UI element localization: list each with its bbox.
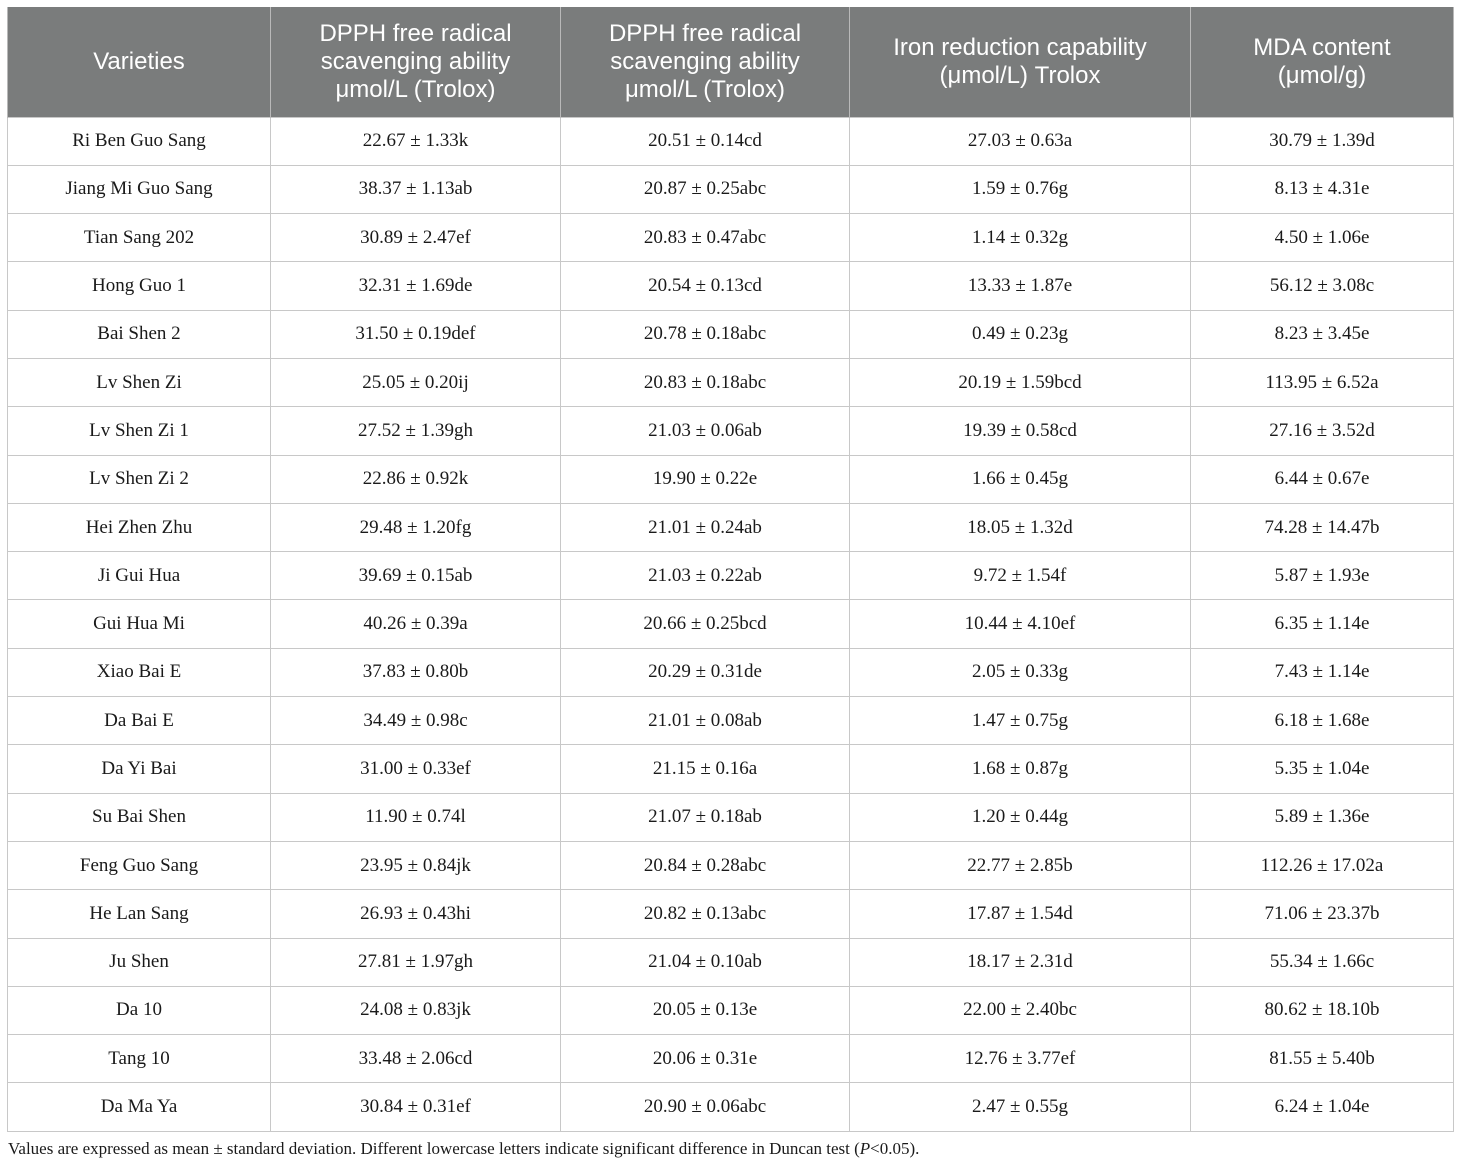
column-header-line: DPPH free radical (319, 19, 512, 47)
value-cell: 20.29 ± 0.31de (561, 648, 850, 696)
value-cell: 30.84 ± 0.31ef (271, 1083, 561, 1131)
value-cell: 11.90 ± 0.74l (271, 793, 561, 841)
value-cell: 27.16 ± 3.52d (1191, 407, 1454, 455)
table-row (8, 552, 1454, 600)
value-cell: 20.05 ± 0.13e (561, 986, 850, 1034)
variety-name-cell: Da Yi Bai (8, 745, 271, 793)
table-row (8, 503, 1454, 551)
value-cell: 8.23 ± 3.45e (1191, 310, 1454, 358)
value-cell: 55.34 ± 1.66c (1191, 938, 1454, 986)
value-cell: 27.52 ± 1.39gh (271, 407, 561, 455)
value-cell: 20.19 ± 1.59bcd (850, 358, 1191, 406)
value-cell: 23.95 ± 0.84jk (271, 841, 561, 889)
footnote-p-symbol: P (859, 1139, 871, 1158)
value-cell: 7.43 ± 1.14e (1191, 648, 1454, 696)
value-cell: 21.15 ± 0.16a (561, 745, 850, 793)
column-header-line: DPPH free radical (608, 19, 802, 47)
table-footnote (8, 1139, 919, 1159)
value-cell: 20.51 ± 0.14cd (561, 117, 850, 165)
table-row (8, 214, 1454, 262)
value-cell: 34.49 ± 0.98c (271, 697, 561, 745)
value-cell: 21.01 ± 0.08ab (561, 697, 850, 745)
value-cell: 24.08 ± 0.83jk (271, 986, 561, 1034)
column-header-line: MDA content (1253, 33, 1391, 61)
column-header-line: scavenging ability (610, 47, 800, 75)
value-cell: 2.47 ± 0.55g (850, 1083, 1191, 1131)
variety-name-cell: Ju Shen (8, 938, 271, 986)
variety-name-cell: Tian Sang 202 (8, 214, 271, 262)
value-cell: 8.13 ± 4.31e (1191, 165, 1454, 213)
table-row (8, 1083, 1454, 1131)
footnote-text: Values are expressed as mean ± standard deviation. Different lowercase letters indicate significant difference in Duncan test ( (8, 1139, 860, 1158)
value-cell: 2.05 ± 0.33g (850, 648, 1191, 696)
variety-name-cell: Jiang Mi Guo Sang (8, 165, 271, 213)
column-header (271, 7, 561, 117)
value-cell: 29.48 ± 1.20fg (271, 503, 561, 551)
value-cell: 1.47 ± 0.75g (850, 697, 1191, 745)
value-cell: 0.49 ± 0.23g (850, 310, 1191, 358)
value-cell: 12.76 ± 3.77ef (850, 1035, 1191, 1083)
table-row (8, 745, 1454, 793)
column-header (8, 7, 271, 117)
variety-name-cell: He Lan Sang (8, 890, 271, 938)
value-cell: 6.24 ± 1.04e (1191, 1083, 1454, 1131)
table-row (8, 310, 1454, 358)
table-row (8, 407, 1454, 455)
table-row (8, 648, 1454, 696)
value-cell: 5.89 ± 1.36e (1191, 793, 1454, 841)
column-header-line: Varieties (93, 47, 185, 75)
header-row (8, 7, 1454, 117)
value-cell: 18.05 ± 1.32d (850, 503, 1191, 551)
table-row (8, 841, 1454, 889)
table-row (8, 793, 1454, 841)
value-cell: 17.87 ± 1.54d (850, 890, 1191, 938)
value-cell: 20.06 ± 0.31e (561, 1035, 850, 1083)
value-cell: 20.83 ± 0.47abc (561, 214, 850, 262)
value-cell: 10.44 ± 4.10ef (850, 600, 1191, 648)
value-cell: 40.26 ± 0.39a (271, 600, 561, 648)
value-cell: 1.14 ± 0.32g (850, 214, 1191, 262)
data-table-container (7, 7, 1453, 1132)
value-cell: 38.37 ± 1.13ab (271, 165, 561, 213)
value-cell: 20.78 ± 0.18abc (561, 310, 850, 358)
table-row (8, 697, 1454, 745)
value-cell: 33.48 ± 2.06cd (271, 1035, 561, 1083)
column-header-line: scavenging ability (320, 47, 511, 75)
table-body (8, 117, 1454, 1131)
value-cell: 27.81 ± 1.97gh (271, 938, 561, 986)
value-cell: 37.83 ± 0.80b (271, 648, 561, 696)
variety-name-cell: Da 10 (8, 986, 271, 1034)
value-cell: 21.07 ± 0.18ab (561, 793, 850, 841)
value-cell: 27.03 ± 0.63a (850, 117, 1191, 165)
value-cell: 21.03 ± 0.22ab (561, 552, 850, 600)
table-row (8, 986, 1454, 1034)
table-row (8, 358, 1454, 406)
value-cell: 56.12 ± 3.08c (1191, 262, 1454, 310)
value-cell: 31.50 ± 0.19def (271, 310, 561, 358)
value-cell: 30.89 ± 2.47ef (271, 214, 561, 262)
value-cell: 1.68 ± 0.87g (850, 745, 1191, 793)
value-cell: 31.00 ± 0.33ef (271, 745, 561, 793)
value-cell: 21.03 ± 0.06ab (561, 407, 850, 455)
table-row (8, 938, 1454, 986)
variety-name-cell: Lv Shen Zi 2 (8, 455, 271, 503)
footnote-text-end: <0.05). (870, 1139, 920, 1158)
value-cell: 21.01 ± 0.24ab (561, 503, 850, 551)
value-cell: 20.84 ± 0.28abc (561, 841, 850, 889)
column-header-line: μmol/L (Trolox) (624, 75, 786, 103)
variety-name-cell: Lv Shen Zi (8, 358, 271, 406)
value-cell: 6.44 ± 0.67e (1191, 455, 1454, 503)
column-header (1191, 7, 1454, 117)
value-cell: 20.87 ± 0.25abc (561, 165, 850, 213)
variety-name-cell: Su Bai Shen (8, 793, 271, 841)
value-cell: 13.33 ± 1.87e (850, 262, 1191, 310)
value-cell: 22.67 ± 1.33k (271, 117, 561, 165)
value-cell: 20.90 ± 0.06abc (561, 1083, 850, 1131)
variety-name-cell: Ri Ben Guo Sang (8, 117, 271, 165)
variety-name-cell: Da Ma Ya (8, 1083, 271, 1131)
variety-name-cell: Tang 10 (8, 1035, 271, 1083)
variety-name-cell: Feng Guo Sang (8, 841, 271, 889)
column-header-line: (μmol/g) (1277, 61, 1367, 89)
column-header-line: μmol/L (Trolox) (335, 75, 496, 103)
value-cell: 25.05 ± 0.20ij (271, 358, 561, 406)
value-cell: 19.39 ± 0.58cd (850, 407, 1191, 455)
value-cell: 22.00 ± 2.40bc (850, 986, 1191, 1034)
value-cell: 4.50 ± 1.06e (1191, 214, 1454, 262)
value-cell: 113.95 ± 6.52a (1191, 358, 1454, 406)
value-cell: 22.77 ± 2.85b (850, 841, 1191, 889)
value-cell: 20.83 ± 0.18abc (561, 358, 850, 406)
variety-name-cell: Lv Shen Zi 1 (8, 407, 271, 455)
table-row (8, 455, 1454, 503)
value-cell: 1.66 ± 0.45g (850, 455, 1191, 503)
value-cell: 19.90 ± 0.22e (561, 455, 850, 503)
table-row (8, 1035, 1454, 1083)
value-cell: 9.72 ± 1.54f (850, 552, 1191, 600)
value-cell: 6.18 ± 1.68e (1191, 697, 1454, 745)
variety-name-cell: Ji Gui Hua (8, 552, 271, 600)
value-cell: 20.54 ± 0.13cd (561, 262, 850, 310)
data-table (7, 7, 1454, 1132)
value-cell: 5.35 ± 1.04e (1191, 745, 1454, 793)
column-header-line: Iron reduction capability (893, 33, 1147, 61)
value-cell: 21.04 ± 0.10ab (561, 938, 850, 986)
column-header (561, 7, 850, 117)
variety-name-cell: Da Bai E (8, 697, 271, 745)
table-row (8, 262, 1454, 310)
value-cell: 5.87 ± 1.93e (1191, 552, 1454, 600)
value-cell: 81.55 ± 5.40b (1191, 1035, 1454, 1083)
table-header (8, 7, 1454, 117)
table-row (8, 890, 1454, 938)
value-cell: 74.28 ± 14.47b (1191, 503, 1454, 551)
variety-name-cell: Hong Guo 1 (8, 262, 271, 310)
column-header (850, 7, 1191, 117)
variety-name-cell: Hei Zhen Zhu (8, 503, 271, 551)
table-row (8, 165, 1454, 213)
value-cell: 71.06 ± 23.37b (1191, 890, 1454, 938)
value-cell: 6.35 ± 1.14e (1191, 600, 1454, 648)
value-cell: 1.59 ± 0.76g (850, 165, 1191, 213)
table-row (8, 600, 1454, 648)
variety-name-cell: Gui Hua Mi (8, 600, 271, 648)
value-cell: 20.82 ± 0.13abc (561, 890, 850, 938)
variety-name-cell: Xiao Bai E (8, 648, 271, 696)
value-cell: 1.20 ± 0.44g (850, 793, 1191, 841)
value-cell: 80.62 ± 18.10b (1191, 986, 1454, 1034)
column-header-line: (μmol/L) Trolox (939, 61, 1101, 89)
value-cell: 26.93 ± 0.43hi (271, 890, 561, 938)
value-cell: 30.79 ± 1.39d (1191, 117, 1454, 165)
table-row (8, 117, 1454, 165)
value-cell: 20.66 ± 0.25bcd (561, 600, 850, 648)
value-cell: 39.69 ± 0.15ab (271, 552, 561, 600)
value-cell: 22.86 ± 0.92k (271, 455, 561, 503)
value-cell: 18.17 ± 2.31d (850, 938, 1191, 986)
variety-name-cell: Bai Shen 2 (8, 310, 271, 358)
value-cell: 32.31 ± 1.69de (271, 262, 561, 310)
value-cell: 112.26 ± 17.02a (1191, 841, 1454, 889)
